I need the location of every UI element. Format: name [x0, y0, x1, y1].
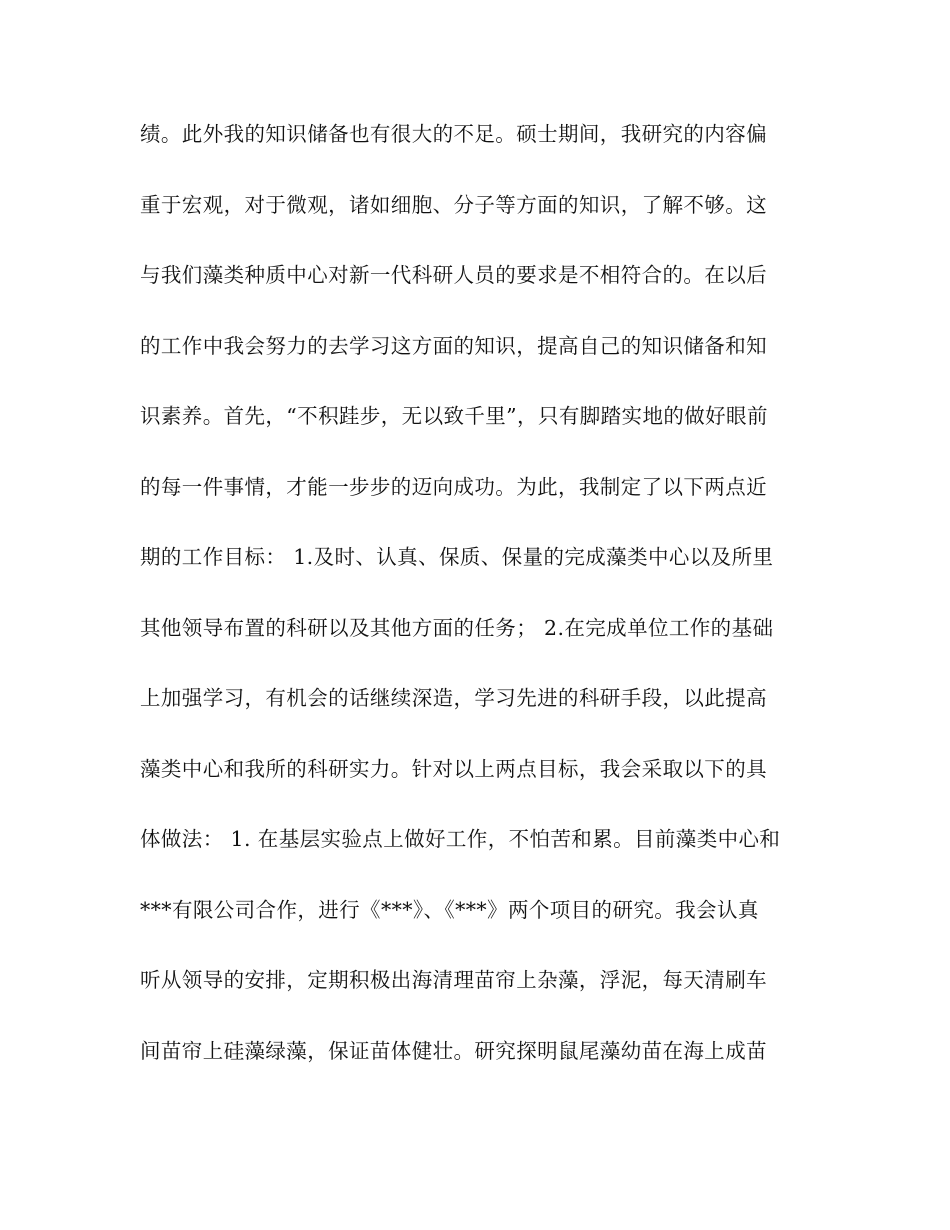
text-line-3: 与我们藻类种质中心对新一代科研人员的要求是不相符合的。在以后 — [140, 263, 767, 287]
text-line-12: ***有限公司合作，进行《***》、《***》两个项目的研究。我会认真 — [140, 897, 759, 922]
text-line-5: 识素养。首先，“不积跬步，无以致千里”，只有脚踏实地的做好眼前 — [140, 404, 768, 428]
text-line-2: 重于宏观，对于微观，诸如细胞、分子等方面的知识，了解不够。这 — [140, 192, 767, 217]
text-line-9: 上加强学习，有机会的话继续深造，学习先进的科研手段，以此提高 — [140, 686, 767, 710]
body-text — [140, 119, 820, 1106]
text-line-10: 藻类中心和我所的科研实力。针对以上两点目标，我会采取以下的具 — [140, 756, 767, 781]
text-line-11: 体做法： 1. 在基层实验点上做好工作，不怕苦和累。目前藻类中心和 — [140, 827, 781, 851]
text-line-8: 其他领导布置的科研以及其他方面的任务； 2.在完成单位工作的基础 — [140, 615, 774, 640]
text-line-6: 的每一件事情，才能一步步的迈向成功。为此，我制定了以下两点近 — [140, 474, 767, 499]
text-line-7: 期的工作目标： 1.及时、认真、保质、保量的完成藻类中心以及所里 — [140, 545, 774, 569]
text-line-4: 的工作中我会努力的去学习这方面的知识，提高自己的知识储备和知 — [140, 333, 767, 358]
text-line-14: 间苗帘上硅藻绿藻，保证苗体健壮。研究探明鼠尾藻幼苗在海上成苗 — [140, 1038, 767, 1063]
text-line-1: 绩。此外我的知识储备也有很大的不足。硕士期间，我研究的内容偏 — [140, 122, 767, 146]
text-line-13: 听从领导的安排，定期积极出海清理苗帘上杂藻，浮泥，每天清刷车 — [140, 968, 767, 992]
